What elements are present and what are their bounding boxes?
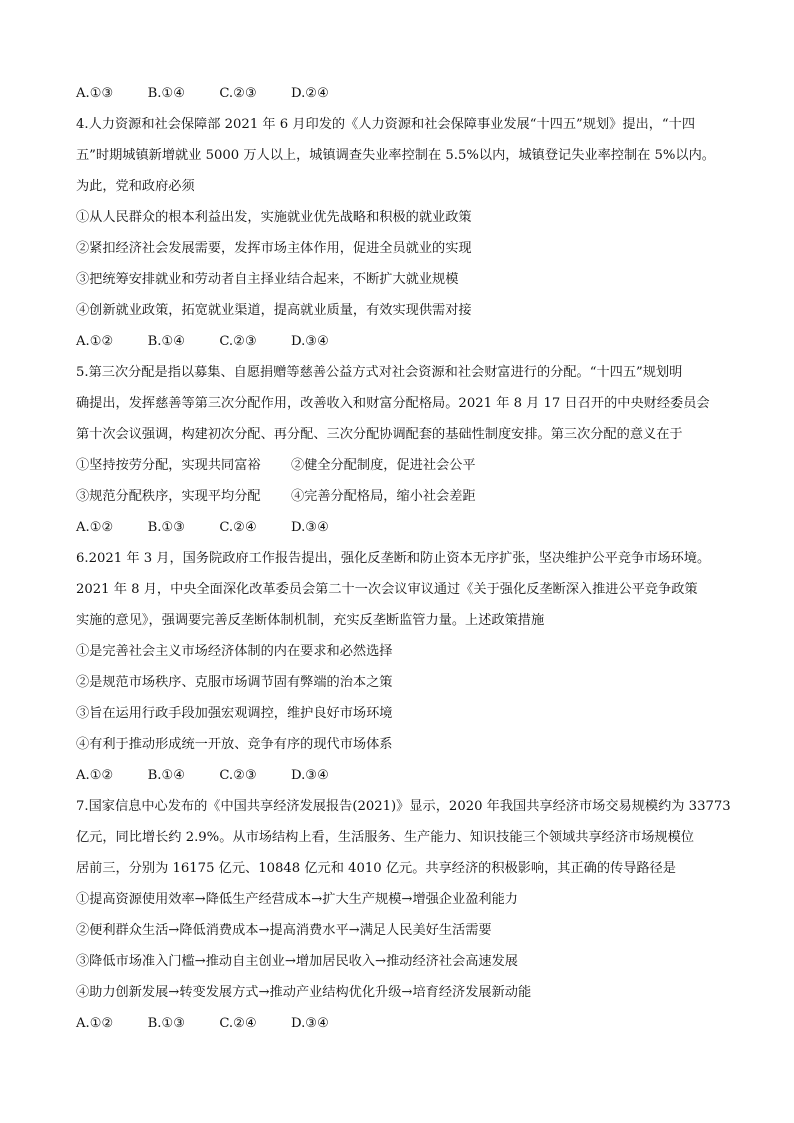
q5-answer-choices <box>76 512 726 543</box>
q5-statements-row-1 <box>76 450 726 481</box>
q3-answer-choices <box>76 78 726 109</box>
q4-answer-b[interactable]: B.①④ <box>147 334 186 349</box>
q3-answer-b[interactable]: B.①④ <box>147 86 186 101</box>
q6-statement-1: ①是完善社会主义市场经济体制的内在要求和必然选择 <box>76 644 393 659</box>
q6-stem-line: 实施的意见》，强调要完善反垄断体制机制，充实反垄断监管力量。上述政策措施 <box>76 613 545 628</box>
q5-stem-line: 5.第三次分配是指以募集、自愿捐赠等慈善公益方式对社会资源和社会财富进行的分配。“十四五”规划明 <box>76 365 683 380</box>
q7-stem-line: 7.国家信息中心发布的《中国共享经济发展报告(2021)》显示，2020 年我国共享经济市场交易规模约为 33773 <box>76 799 731 814</box>
q4-answer-c[interactable]: C.②③ <box>219 334 257 349</box>
q5-statement-1: ①坚持按劳分配，实现共同富裕 <box>76 458 261 473</box>
q7-stem-line: 亿元，同比增长约 2.9%。从市场结构上看，生活服务、生产能力、知识技能三个领域共享经济市场规模位 <box>76 830 694 845</box>
q7-stem-line: 居前三，分别为 16175 亿元、10848 亿元和 4010 亿元。共享经济的积极影响，其正确的传导路径是 <box>76 861 676 876</box>
q5-statement-4: ④完善分配格局，缩小社会差距 <box>291 489 476 504</box>
question-4 <box>76 109 726 357</box>
q6-statement-3: ③旨在运用行政手段加强宏观调控，维护良好市场环境 <box>76 706 393 721</box>
q4-statement-3: ③把统筹安排就业和劳动者自主择业结合起来，不断扩大就业规模 <box>76 272 459 287</box>
q6-answer-a[interactable]: A.①② <box>76 768 114 783</box>
q5-answer-c[interactable]: C.②④ <box>219 520 257 535</box>
q4-stem-line: 4.人力资源和社会保障部 2021 年 6 月印发的《人力资源和社会保障事业发展“十四五”规划》提出，“十四 <box>76 117 696 132</box>
q4-answer-a[interactable]: A.①② <box>76 334 114 349</box>
q5-statements-row-2 <box>76 481 726 512</box>
question-5 <box>76 357 726 543</box>
q3-answer-a[interactable]: A.①③ <box>76 86 114 101</box>
q7-answer-d[interactable]: D.③④ <box>290 1016 329 1031</box>
q7-statement-1: ①提高资源使用效率→降低生产经营成本→扩大生产规模→增强企业盈利能力 <box>76 892 518 907</box>
q4-answer-choices <box>76 326 726 357</box>
q4-stem-line: 五”时期城镇新增就业 5000 万人以上，城镇调查失业率控制在 5.5%以内，城镇登记失业率控制在 5%以内。 <box>76 148 715 163</box>
q5-answer-a[interactable]: A.①② <box>76 520 114 535</box>
q6-answer-b[interactable]: B.①④ <box>147 768 186 783</box>
q6-statement-4: ④有利于推动形成统一开放、竞争有序的现代市场体系 <box>76 737 393 752</box>
q7-answer-c[interactable]: C.②④ <box>219 1016 257 1031</box>
q7-statement-2: ②便利群众生活→降低消费成本→提高消费水平→满足人民美好生活需要 <box>76 923 492 938</box>
q7-answer-b[interactable]: B.①③ <box>147 1016 186 1031</box>
q5-statement-3: ③规范分配秩序，实现平均分配 <box>76 489 261 504</box>
q5-statement-2: ②健全分配制度，促进社会公平 <box>291 458 476 473</box>
q7-answer-a[interactable]: A.①② <box>76 1016 114 1031</box>
question-7 <box>76 791 731 1039</box>
q7-statement-3: ③降低市场准入门槛→推动自主创业→增加居民收入→推动经济社会高速发展 <box>76 954 518 969</box>
q4-answer-d[interactable]: D.③④ <box>290 334 329 349</box>
q4-statement-1: ①从人民群众的根本利益出发，实施就业优先战略和积极的就业政策 <box>76 210 472 225</box>
q4-stem-line: 为此，党和政府必须 <box>76 179 195 194</box>
q6-answer-choices <box>76 760 726 791</box>
q4-statement-4: ④创新就业政策，拓宽就业渠道，提高就业质量，有效实现供需对接 <box>76 303 472 318</box>
q7-statement-4: ④助力创新发展→转变发展方式→推动产业结构优化升级→培育经济发展新动能 <box>76 985 532 1000</box>
q3-answer-d[interactable]: D.②④ <box>290 86 329 101</box>
q6-stem-line: 2021 年 8 月，中央全面深化改革委员会第二十一次会议审议通过《关于强化反垄断深入推进公平竞争政策 <box>76 582 698 597</box>
q6-stem-line: 6.2021 年 3 月，国务院政府工作报告提出，强化反垄断和防止资本无序扩张，坚决维护公平竞争市场环境。 <box>76 551 711 566</box>
q5-answer-b[interactable]: B.①③ <box>147 520 186 535</box>
q6-answer-d[interactable]: D.③④ <box>290 768 329 783</box>
question-6 <box>76 543 726 791</box>
q5-stem-line: 确提出，发挥慈善等第三次分配作用，改善收入和财富分配格局。2021 年 8 月 17 日召开的中央财经委员会 <box>76 396 710 411</box>
q5-answer-d[interactable]: D.③④ <box>290 520 329 535</box>
q4-statement-2: ②紧扣经济社会发展需要，发挥市场主体作用，促进全员就业的实现 <box>76 241 472 256</box>
q7-answer-choices <box>76 1008 726 1039</box>
q5-stem-line: 第十次会议强调，构建初次分配、再分配、三次分配协调配套的基础性制度安排。第三次分配的意义在于 <box>76 427 683 442</box>
q6-statement-2: ②是规范市场秩序、克服市场调节固有弊端的治本之策 <box>76 675 393 690</box>
q6-answer-c[interactable]: C.②③ <box>219 768 257 783</box>
exam-page <box>76 78 731 1039</box>
q3-answer-c[interactable]: C.②③ <box>219 86 257 101</box>
